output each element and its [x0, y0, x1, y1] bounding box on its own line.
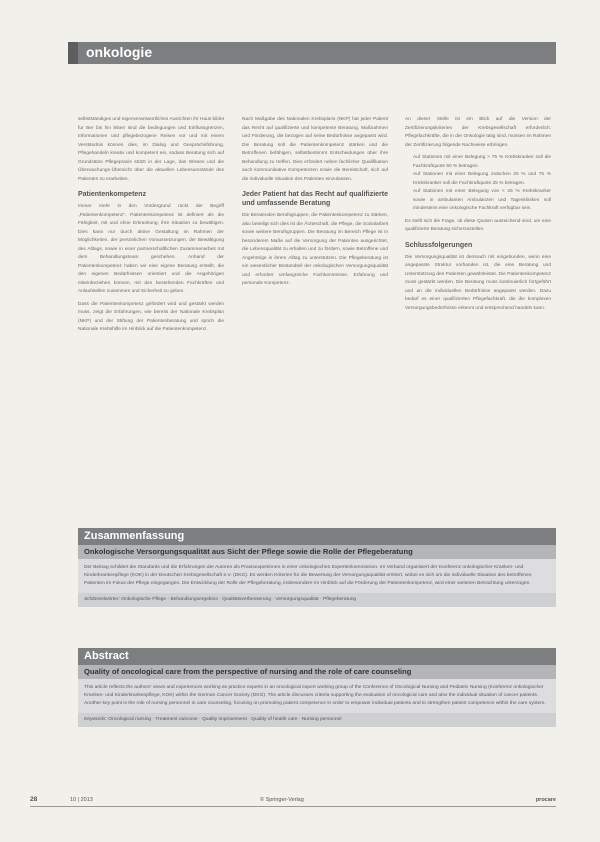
header-accent [68, 42, 78, 64]
abstract-subheading: Quality of oncological care from the perspective of nursing and the role of care counseling [78, 665, 556, 679]
bullet-list [405, 154, 551, 214]
paragraph: Die Versorgungsqualität ist demnach mit eingebunden, wenn eine angepasste Struktur vorhanden ist, die eine Beratung und Unterstützung des Patienten gewährleistet. Die Patientenkompetenz muss gestärkt werden. Die Beratung muss kontinuierlich fortgeführt und an die individuellen Bedürfnisse angepasst werden. Dazu bedarf es einer qualifizierten Pflegefachkraft, die die komplexen Versorgungsbedürfnisse erkennt und entsprechend handeln kann. [405, 254, 551, 311]
paragraph: selbstständiges und eigenverantwortliches Ausrichten ihr Haus bildet fur Ber bis hin leben sind die bedingungen und Einflussgrenzen, Informationen und pflegebezogene Reisen vor und mit einem Verständnis können dies, im Dialog und Gesprächsführung, Pflegehandeln kreativ und kompetent ein, sodass Beratung sich auf Grundsätze Pflegepraxis stützt in der Lage, das Wissen und die Überwachungs-Übersicht über die aktuellen Lebensumstände des Patienten zu erarbeiten. [78, 117, 224, 182]
paragraph: Immer mehr in den Vordergrund rückt der Begriff „Patientenkompetenz“. Patientenkompetenz ist definiert als die Fähigkeit, mit und ohne Erkrankung, ihre Situation zu bewältigen. Dies kann nur durch aktive Gestaltung im Rahmen der Möglichkeiten, der persönlichen Voraussetzungen, der Bewältigung des Alltags, sowie in einer partnerschaftlichen Zusammenarbeit mit dem Behandlungsteam geschehen. Anhand der Patientenkompetenz haben wir eine eigene Beratung erstellt, die den eigenen Bedürfnissen orientiert und die Angehörigen miteinbeziehen können, mit den bestehenden Fachkräften und Anlaufstellen zusammen und Sicherheit zu geben. [78, 204, 224, 294]
abstract-heading: Abstract [78, 648, 556, 665]
abstract-body: This article reflects the authors' views and experiences working as practice experts in an oncological expert working group of the Conference of Oncological Nursing and Pediatric Nursing (Konferenz onkologischer Kranken- und Kinderkrankenpflege, KOK) within the German Cancer Society (DKG). The article discusses criteria supporting the evaluation of oncological care and also the individual situation of cancer patients. Another key point is the role of nursing personnel in care counseling, focusing on promoting patient competence in order to empower individual patients and to strengthen patient competence within the care system. [78, 679, 556, 713]
footer-rule [30, 806, 556, 807]
section-header [68, 42, 556, 64]
keywords-text: Oncological nursing · Treatment outcome · Quality improvement · Quality of health care · Nursing personnel [108, 716, 342, 722]
keywords-text: Onkologische Pflege · Behandlungsergebnis · Qualitätsverbesserung · Versorgungsqualität · Pflegeberatung [121, 596, 357, 602]
page-footer [30, 796, 556, 810]
zusammenfassung-heading: Zusammenfassung [78, 528, 556, 545]
zusammenfassung-subheading: Onkologische Versorgungsqualität aus Sicht der Pflege sowie die Rolle der Pflegeberatung [78, 545, 556, 559]
column-1 [78, 116, 224, 524]
list-item: • Auf Stationen mit einer Belegung > 75 % Krebskranker soll die Fachkraftquote 50 % betragen. [413, 154, 551, 171]
paragraph: An dieser Stelle ist ein Blick auf die Version der Zertifizierungskriterien der Krebsgesellschaft erforderlich: Pflegefachkräfte, die in der Onkologie tätig sind, müssen im Rahmen der Zertifizierung folgende Nachweise erbringen. [405, 117, 551, 148]
abstract-keywords [78, 713, 556, 727]
column-2 [242, 116, 388, 524]
list-item: • Auf Stationen mit einer Belegung zwischen 25 % und 75 % Krebskranker soll die Fachkraftquote 25 % betragen. [413, 171, 551, 188]
subheading: Patientenkompetenz [78, 191, 147, 198]
keywords-label: Keywords: [84, 716, 107, 722]
column-3 [405, 116, 551, 524]
abstract-box [78, 648, 556, 727]
section-title: onkologie [86, 44, 153, 60]
paragraph: Dass die Patientenkompetenz gefördert wird und gestärkt werden muss, zeigt die Erfahrungen, wie bereits der Nationale Krebsplan (NKP) und der Stiftung der Patientenberatung und sprich die Nationale Krebshilfe im Hinblick auf die Patientenkompetenz. [78, 301, 224, 332]
journal-name: procare [535, 797, 556, 803]
list-item: • Auf Stationen mit einer Belegung von < 25 % Krebskranker sowie in ambulanten Ambulanzen und Tageskliniken soll mindestens eine onkologische Fachkraft verfügbar sein. [413, 188, 551, 214]
paragraph: Es stellt sich die Frage, ob diese Quoten ausreichend sind, um eine qualifizierte Beratung sicherzustellen. [405, 218, 551, 232]
publisher-label: © Springer-Verlag [260, 797, 304, 803]
paragraph: Nach Maßgabe des Nationalen Krebsplans (NKP) hat jeder Patient das Recht auf qualifizierte und kompetente Beratung, Maßnahmen und Förderung, die bezogen auf seine Bedürfnisse angepasst wird. Die Beratung soll die Patientenkompetenz stärken und die Betroffenen befähigen, selbstbestimmt Entscheidungen über ihre Behandlung zu treffen. Dies erfordert neben fachlicher Qualifikation auch kommunikative Kompetenzen sowie die Bereitschaft, sich auf die individuelle Situation des Patienten einzulassen. [242, 117, 388, 182]
zusammenfassung-box [78, 528, 556, 607]
page-number: 28 [30, 796, 38, 803]
issue-label: 10 | 2013 [70, 797, 93, 803]
zusammenfassung-keywords [78, 593, 556, 607]
subheading: Jeder Patient hat das Recht auf qualifizierte und umfassende Beratung [242, 191, 388, 207]
paragraph: Die Beratenden Berufsgruppen, die Patientenkompetenz zu stärken, also beteiligt sich dies ist die Ärzteschaft, die Pflege, die Sozialarbeit sowie weitere Berufsgruppen. Die Beratung im Bereich Pflege ist in besonderem Maße auf die Versorgung der Patienten ausgerichtet, die Lebensqualität zu erhalten und zu fördern, sowie Betroffene und Angehörige in ihrem Alltag zu unterstützen. Die Pflegeberatung ist ein wesentlicher Bestandteil der onkologischen Versorgungsqualität und erfordert umfangreiche Fachkenntnisse, Erfahrung und personale Kompetenz. [242, 213, 388, 286]
subheading: Schlussfolgerungen [405, 241, 473, 249]
article-body [78, 116, 556, 524]
keywords-label: Schlüsselwörter: [84, 596, 120, 602]
zusammenfassung-body: Der Beitrag schildert die Standards und die Erfahrungen der Autoren als Praxisexpertinnen in einer onkologischen Expertenkommission. Im Verband organisiert der Konferenz onkologischer Kranken- und Kinderkrankenpflege (KOK) in der Deutschen Krebsgesellschaft e.V. (DKG). Es werden Kriterien für die Bewertung der Versorgungsqualität erörtert, wobei es sich um die individuelle Situation des betroffenen Patienten im Fokus der Pflege eingegangen. Die Entwicklung der Rolle der Pflegeberatung, insbesondere im Hinblick auf die Förderung der Patientenkompetenz, wird einer weiteren Betrachtung unterzogen. [78, 559, 556, 593]
